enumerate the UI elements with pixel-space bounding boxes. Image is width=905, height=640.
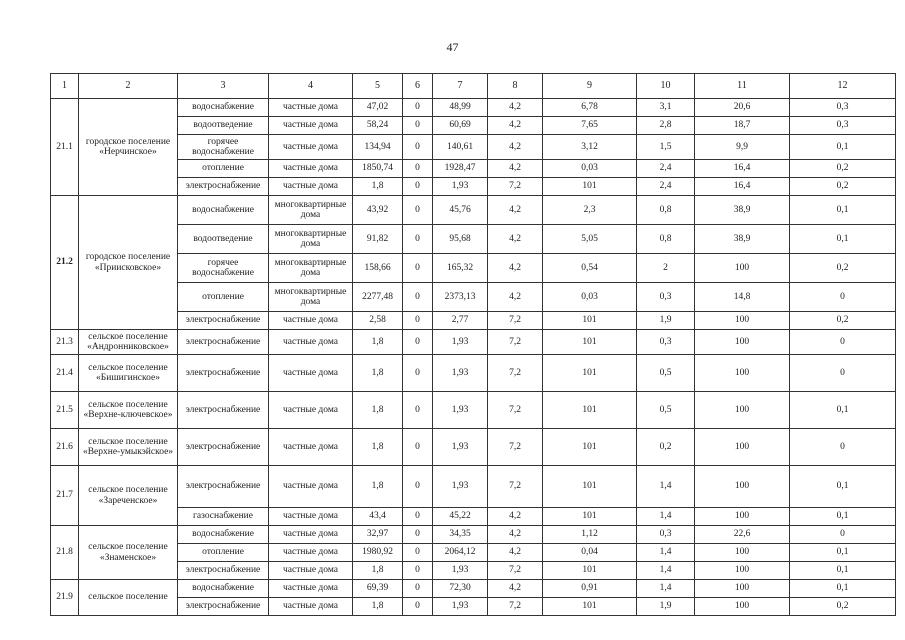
value-col5: 1980,92 [353, 544, 403, 562]
value-col9: 101 [543, 466, 637, 508]
tariff-table [50, 73, 896, 616]
settlement-name-cell: сельское поселение «Верхне-ключевское» [79, 392, 178, 429]
value-col5: 47,02 [353, 99, 403, 117]
header-row [51, 74, 896, 99]
value-col12: 0,2 [790, 178, 896, 196]
housing-type-cell: частные дома [269, 312, 353, 330]
value-col10: 1,9 [637, 598, 695, 616]
service-cell: газоснабжение [178, 508, 269, 526]
value-col11: 100 [695, 544, 790, 562]
value-col7: 1,93 [433, 355, 488, 392]
value-col9: 101 [543, 508, 637, 526]
settlement-name-cell: сельское поселение «Знаменское» [79, 526, 178, 580]
value-col7: 2064,12 [433, 544, 488, 562]
header-cell: 5 [353, 74, 403, 99]
value-col7: 1,93 [433, 178, 488, 196]
table-row [51, 562, 896, 580]
value-col9: 101 [543, 330, 637, 355]
table-row [51, 598, 896, 616]
value-col6: 0 [403, 178, 433, 196]
value-col7: 60,69 [433, 117, 488, 135]
value-col5: 58,24 [353, 117, 403, 135]
value-col10: 2,4 [637, 178, 695, 196]
table-body [51, 99, 896, 616]
value-col5: 1,8 [353, 355, 403, 392]
value-col9: 101 [543, 178, 637, 196]
value-col6: 0 [403, 196, 433, 225]
value-col8: 7,2 [488, 178, 543, 196]
service-cell: водоснабжение [178, 526, 269, 544]
value-col11: 100 [695, 429, 790, 466]
service-cell: электроснабжение [178, 466, 269, 508]
table-row [51, 135, 896, 160]
settlement-name-cell: городское поселение «Приисковское» [79, 196, 178, 330]
header-cell: 4 [269, 74, 353, 99]
value-col11: 22,6 [695, 526, 790, 544]
value-col12: 0,1 [790, 562, 896, 580]
value-col5: 1,8 [353, 392, 403, 429]
row-number-cell: 21.9 [51, 580, 79, 616]
value-col5: 134,94 [353, 135, 403, 160]
row-number-cell: 21.2 [51, 196, 79, 330]
table-row [51, 99, 896, 117]
settlement-name-cell: сельское поселение «Андронниковское» [79, 330, 178, 355]
value-col8: 4,2 [488, 196, 543, 225]
housing-type-cell: частные дома [269, 429, 353, 466]
value-col10: 2,8 [637, 117, 695, 135]
value-col9: 101 [543, 392, 637, 429]
value-col12: 0,3 [790, 117, 896, 135]
row-number-cell: 21.8 [51, 526, 79, 580]
value-col9: 0,03 [543, 160, 637, 178]
value-col12: 0,1 [790, 225, 896, 254]
table-row [51, 330, 896, 355]
value-col10: 1,4 [637, 580, 695, 598]
service-cell: электроснабжение [178, 312, 269, 330]
housing-type-cell: многоквартирные дома [269, 254, 353, 283]
table-row [51, 508, 896, 526]
value-col8: 4,2 [488, 544, 543, 562]
value-col9: 101 [543, 429, 637, 466]
header-cell: 12 [790, 74, 896, 99]
value-col11: 38,9 [695, 225, 790, 254]
value-col11: 9,9 [695, 135, 790, 160]
housing-type-cell: многоквартирные дома [269, 283, 353, 312]
table-row [51, 355, 896, 392]
value-col12: 0,2 [790, 312, 896, 330]
value-col11: 100 [695, 562, 790, 580]
row-number-cell: 21.3 [51, 330, 79, 355]
service-cell: электроснабжение [178, 178, 269, 196]
value-col8: 7,2 [488, 392, 543, 429]
value-col9: 0,91 [543, 580, 637, 598]
value-col5: 91,82 [353, 225, 403, 254]
value-col7: 72,30 [433, 580, 488, 598]
value-col6: 0 [403, 508, 433, 526]
header-cell: 9 [543, 74, 637, 99]
value-col8: 7,2 [488, 598, 543, 616]
table-row [51, 196, 896, 225]
row-number-cell: 21.7 [51, 466, 79, 526]
value-col9: 101 [543, 355, 637, 392]
service-cell: электроснабжение [178, 598, 269, 616]
value-col12: 0,2 [790, 160, 896, 178]
value-col10: 0,5 [637, 392, 695, 429]
value-col5: 43,92 [353, 196, 403, 225]
table-row [51, 160, 896, 178]
value-col7: 1,93 [433, 598, 488, 616]
value-col10: 1,4 [637, 544, 695, 562]
value-col12: 0,2 [790, 598, 896, 616]
table-row [51, 178, 896, 196]
value-col7: 140,61 [433, 135, 488, 160]
value-col5: 43,4 [353, 508, 403, 526]
housing-type-cell: частные дома [269, 508, 353, 526]
value-col9: 1,12 [543, 526, 637, 544]
value-col5: 1,8 [353, 562, 403, 580]
row-number-cell: 21.6 [51, 429, 79, 466]
value-col6: 0 [403, 225, 433, 254]
value-col6: 0 [403, 580, 433, 598]
value-col12: 0,1 [790, 580, 896, 598]
value-col9: 101 [543, 598, 637, 616]
value-col11: 100 [695, 254, 790, 283]
housing-type-cell: частные дома [269, 355, 353, 392]
value-col5: 32,97 [353, 526, 403, 544]
service-cell: отопление [178, 544, 269, 562]
table-row [51, 526, 896, 544]
value-col12: 0 [790, 429, 896, 466]
value-col9: 2,3 [543, 196, 637, 225]
housing-type-cell: частные дома [269, 544, 353, 562]
value-col8: 7,2 [488, 312, 543, 330]
row-number-cell: 21.5 [51, 392, 79, 429]
value-col8: 4,2 [488, 283, 543, 312]
housing-type-cell: многоквартирные дома [269, 225, 353, 254]
value-col6: 0 [403, 160, 433, 178]
value-col9: 0,04 [543, 544, 637, 562]
value-col11: 18,7 [695, 117, 790, 135]
value-col11: 100 [695, 466, 790, 508]
table-row [51, 392, 896, 429]
value-col12: 0,1 [790, 196, 896, 225]
service-cell: электроснабжение [178, 330, 269, 355]
value-col6: 0 [403, 254, 433, 283]
value-col6: 0 [403, 429, 433, 466]
header-cell: 6 [403, 74, 433, 99]
value-col8: 4,2 [488, 508, 543, 526]
value-col10: 1,4 [637, 508, 695, 526]
value-col7: 2,77 [433, 312, 488, 330]
value-col12: 0,1 [790, 466, 896, 508]
housing-type-cell: частные дома [269, 117, 353, 135]
service-cell: электроснабжение [178, 429, 269, 466]
value-col7: 34,35 [433, 526, 488, 544]
housing-type-cell: частные дома [269, 598, 353, 616]
table-row [51, 466, 896, 508]
service-cell: электроснабжение [178, 562, 269, 580]
value-col5: 2,58 [353, 312, 403, 330]
value-col11: 14,8 [695, 283, 790, 312]
value-col8: 7,2 [488, 562, 543, 580]
value-col6: 0 [403, 466, 433, 508]
row-number-cell: 21.1 [51, 99, 79, 196]
value-col9: 7,65 [543, 117, 637, 135]
value-col12: 0,1 [790, 135, 896, 160]
value-col6: 0 [403, 117, 433, 135]
value-col8: 4,2 [488, 160, 543, 178]
value-col8: 7,2 [488, 466, 543, 508]
value-col6: 0 [403, 355, 433, 392]
value-col5: 1,8 [353, 466, 403, 508]
table-row [51, 429, 896, 466]
value-col11: 20,6 [695, 99, 790, 117]
service-cell: водоснабжение [178, 196, 269, 225]
header-cell: 10 [637, 74, 695, 99]
value-col8: 4,2 [488, 135, 543, 160]
value-col8: 4,2 [488, 254, 543, 283]
housing-type-cell: частные дома [269, 580, 353, 598]
service-cell: электроснабжение [178, 392, 269, 429]
value-col6: 0 [403, 135, 433, 160]
table-row [51, 117, 896, 135]
value-col10: 0,3 [637, 283, 695, 312]
value-col10: 0,8 [637, 225, 695, 254]
value-col5: 69,39 [353, 580, 403, 598]
header-cell: 7 [433, 74, 488, 99]
value-col9: 6,78 [543, 99, 637, 117]
value-col12: 0 [790, 355, 896, 392]
value-col6: 0 [403, 598, 433, 616]
value-col5: 1,8 [353, 330, 403, 355]
value-col12: 0 [790, 526, 896, 544]
value-col9: 3,12 [543, 135, 637, 160]
value-col7: 95,68 [433, 225, 488, 254]
value-col6: 0 [403, 562, 433, 580]
value-col7: 1,93 [433, 562, 488, 580]
housing-type-cell: частные дома [269, 466, 353, 508]
value-col7: 45,76 [433, 196, 488, 225]
table-row [51, 312, 896, 330]
value-col11: 100 [695, 330, 790, 355]
value-col7: 1,93 [433, 330, 488, 355]
service-cell: электроснабжение [178, 355, 269, 392]
value-col10: 0,2 [637, 429, 695, 466]
value-col9: 101 [543, 312, 637, 330]
value-col7: 1,93 [433, 392, 488, 429]
value-col5: 2277,48 [353, 283, 403, 312]
value-col5: 1850,74 [353, 160, 403, 178]
value-col12: 0,3 [790, 99, 896, 117]
value-col12: 0 [790, 330, 896, 355]
value-col12: 0,1 [790, 544, 896, 562]
value-col7: 165,32 [433, 254, 488, 283]
value-col8: 7,2 [488, 429, 543, 466]
settlement-name-cell: городское поселение «Нерчинское» [79, 99, 178, 196]
value-col8: 4,2 [488, 99, 543, 117]
value-col5: 1,8 [353, 598, 403, 616]
value-col11: 100 [695, 392, 790, 429]
header-cell: 8 [488, 74, 543, 99]
value-col12: 0,2 [790, 254, 896, 283]
value-col11: 100 [695, 355, 790, 392]
value-col10: 0,5 [637, 355, 695, 392]
value-col7: 2373,13 [433, 283, 488, 312]
value-col11: 100 [695, 508, 790, 526]
housing-type-cell: частные дома [269, 330, 353, 355]
value-col12: 0,1 [790, 392, 896, 429]
header-cell: 2 [79, 74, 178, 99]
value-col10: 2,4 [637, 160, 695, 178]
value-col6: 0 [403, 544, 433, 562]
housing-type-cell: частные дома [269, 562, 353, 580]
table-row [51, 225, 896, 254]
value-col6: 0 [403, 330, 433, 355]
value-col10: 0,3 [637, 330, 695, 355]
value-col6: 0 [403, 392, 433, 429]
value-col10: 3,1 [637, 99, 695, 117]
value-col5: 1,8 [353, 178, 403, 196]
row-number-cell: 21.4 [51, 355, 79, 392]
value-col10: 1,5 [637, 135, 695, 160]
value-col7: 1,93 [433, 466, 488, 508]
value-col11: 100 [695, 312, 790, 330]
value-col12: 0,1 [790, 508, 896, 526]
value-col10: 2 [637, 254, 695, 283]
value-col11: 38,9 [695, 196, 790, 225]
service-cell: водоснабжение [178, 99, 269, 117]
housing-type-cell: частные дома [269, 392, 353, 429]
housing-type-cell: многоквартирные дома [269, 196, 353, 225]
service-cell: отопление [178, 283, 269, 312]
value-col11: 100 [695, 598, 790, 616]
value-col10: 0,8 [637, 196, 695, 225]
table-row [51, 254, 896, 283]
settlement-name-cell: сельское поселение «Бишигинское» [79, 355, 178, 392]
value-col9: 101 [543, 562, 637, 580]
service-cell: горячее водоснабжение [178, 254, 269, 283]
housing-type-cell: частные дома [269, 178, 353, 196]
housing-type-cell: частные дома [269, 99, 353, 117]
housing-type-cell: частные дома [269, 526, 353, 544]
value-col10: 1,4 [637, 562, 695, 580]
header-cell: 3 [178, 74, 269, 99]
housing-type-cell: частные дома [269, 135, 353, 160]
value-col6: 0 [403, 283, 433, 312]
service-cell: водоотведение [178, 117, 269, 135]
value-col10: 1,4 [637, 466, 695, 508]
table-row [51, 283, 896, 312]
service-cell: водоотведение [178, 225, 269, 254]
value-col8: 7,2 [488, 330, 543, 355]
value-col8: 4,2 [488, 225, 543, 254]
value-col11: 100 [695, 580, 790, 598]
value-col9: 5,05 [543, 225, 637, 254]
value-col6: 0 [403, 312, 433, 330]
page-number: 47 [446, 40, 459, 54]
value-col5: 158,66 [353, 254, 403, 283]
settlement-name-cell: сельское поселение «Зареченское» [79, 466, 178, 526]
value-col7: 1928,47 [433, 160, 488, 178]
table-row [51, 580, 896, 598]
value-col10: 1,9 [637, 312, 695, 330]
service-cell: горячее водоснабжение [178, 135, 269, 160]
value-col6: 0 [403, 99, 433, 117]
table-row [51, 544, 896, 562]
header-cell: 1 [51, 74, 79, 99]
value-col11: 16,4 [695, 178, 790, 196]
value-col8: 7,2 [488, 355, 543, 392]
value-col12: 0 [790, 283, 896, 312]
value-col8: 4,2 [488, 117, 543, 135]
value-col8: 4,2 [488, 580, 543, 598]
service-cell: отопление [178, 160, 269, 178]
value-col8: 4,2 [488, 526, 543, 544]
value-col10: 0,3 [637, 526, 695, 544]
settlement-name-cell: сельское поселение [79, 580, 178, 616]
value-col6: 0 [403, 526, 433, 544]
value-col5: 1,8 [353, 429, 403, 466]
housing-type-cell: частные дома [269, 160, 353, 178]
settlement-name-cell: сельское поселение «Верхне-умыкэйское» [79, 429, 178, 466]
value-col7: 45,22 [433, 508, 488, 526]
header-cell: 11 [695, 74, 790, 99]
value-col11: 16,4 [695, 160, 790, 178]
value-col9: 0,54 [543, 254, 637, 283]
service-cell: водоснабжение [178, 580, 269, 598]
value-col9: 0,03 [543, 283, 637, 312]
value-col7: 48,99 [433, 99, 488, 117]
value-col7: 1,93 [433, 429, 488, 466]
